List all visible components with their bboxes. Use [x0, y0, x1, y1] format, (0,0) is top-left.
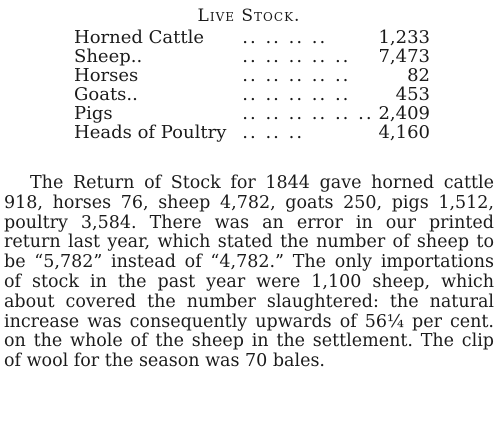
livestock-row [74, 85, 430, 104]
livestock-table [74, 28, 430, 142]
livestock-label: Sheep.. [74, 46, 143, 67]
livestock-count: 7,473 [378, 46, 430, 67]
livestock-row [74, 123, 430, 142]
livestock-row [74, 47, 430, 66]
livestock-row [74, 28, 430, 47]
dot-leader: .. .. .. .. .. .. [242, 103, 374, 124]
dot-leader: .. .. .. .. [242, 27, 328, 48]
livestock-label: Horses [74, 65, 139, 86]
livestock-count: 4,160 [378, 122, 430, 143]
body-paragraph: The Return of Stock for 1844 gave horned cattle 918, horses 76, sheep 4,782, goats 250, pigs 1,512, poultry 3,584. There was an error in our printed return last year, which stated the number of sheep to be “5,782” instead of “4,782.” The only importations of stock in the past year were 1,100 sheep, which about covered the number slaughtered: the natural increase was consequently upwards of 56¼ per cent. on the whole of the sheep in the settlement. The clip of wool for the season was 70 bales. [4, 173, 494, 372]
livestock-label: Horned Cattle [74, 27, 205, 48]
livestock-label: Heads of Poultry [74, 122, 227, 143]
livestock-row [74, 104, 430, 123]
livestock-count: 1,233 [378, 27, 430, 48]
livestock-row [74, 66, 430, 85]
livestock-count: 82 [407, 65, 430, 86]
dot-leader: .. .. .. .. .. [242, 46, 351, 67]
livestock-count: 453 [395, 84, 430, 105]
livestock-label: Goats.. [74, 84, 138, 105]
dot-leader: .. .. .. .. .. [242, 84, 351, 105]
section-heading: Live Stock. [197, 6, 301, 26]
dot-leader: .. .. .. [242, 122, 305, 143]
livestock-label: Pigs [74, 103, 113, 124]
livestock-count: 2,409 [378, 103, 430, 124]
dot-leader: .. .. .. .. .. [242, 65, 351, 86]
